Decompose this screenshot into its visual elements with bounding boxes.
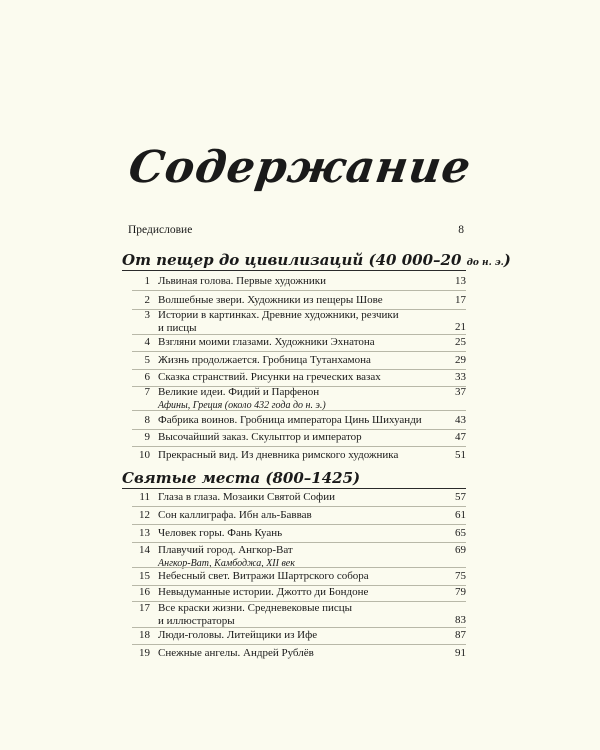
entry-divider <box>132 290 466 291</box>
entry-divider <box>132 524 466 525</box>
section-rule-1 <box>122 270 466 271</box>
entry-divider <box>132 446 466 447</box>
entry-divider <box>132 644 466 645</box>
entry-divider <box>132 351 466 352</box>
section-heading-1: От пещер до цивилизаций (40 000–20 до н. э.) <box>122 251 511 269</box>
entry-divider <box>132 429 466 430</box>
entry-divider <box>132 567 466 568</box>
page-title: Содержание <box>125 142 475 193</box>
preface-page: 8 <box>458 224 464 236</box>
preface-label: Предисловие <box>128 224 193 236</box>
book-page: Содержание Предисловие 8 От пещер до цивилизаций (40 000–20 до н. э.) 1 Львиная голова. Первые художники 13 2 Волшебные звери. Художники из пещеры Шове 17 3 Истории в картинках. Древние художники, резчики и писцы 21 4 Взгляни моими глазами. Художники Эхнатона 25 5 Жизнь продолжается. Гробница Тутанхамона 29 6 Сказка странствий. Рисунки на греческих вазах 33 7 Великие идеи. Фидий и Парфенон Афины, Греция (около 432 года до н. э.) 37 8 Фабрика воинов. Гробница императора Цинь Шихуанди 43 9 Высочайший заказ. Скульптор и император 47 10 Прекрасный вид. Из дневника римского художника 51 Святые места (800–1425) 11 Глаза в глаза. Мозаики Святой Софии 57 12 Сон каллиграфа. Ибн аль-Баввав 61 13 Человек горы. Фань Куань 65 14 Плавучий город. Ангкор-Ват Ангкор-Ват, Камбоджа, XII век 69 15 Небесный свет. Витражи Шартрского собора 75 16 Невыдуманные истории. Джотто ди Бондоне 79 17 Все краски жизни. Средневековые писцы и иллюстраторы 83 18 Люди-головы. Литейщики из Ифе 87 19 Снежные ангелы. Андрей Рублёв 91 <box>0 0 600 750</box>
entry-divider <box>132 506 466 507</box>
section-rule-2 <box>122 488 466 489</box>
preface-entry <box>128 224 464 236</box>
entry-divider <box>132 334 466 335</box>
entry-divider <box>132 542 466 543</box>
entry-divider <box>132 410 466 411</box>
section-heading-2: Святые места (800–1425) <box>122 469 361 487</box>
entry-divider <box>132 369 466 370</box>
entry-divider <box>132 627 466 628</box>
